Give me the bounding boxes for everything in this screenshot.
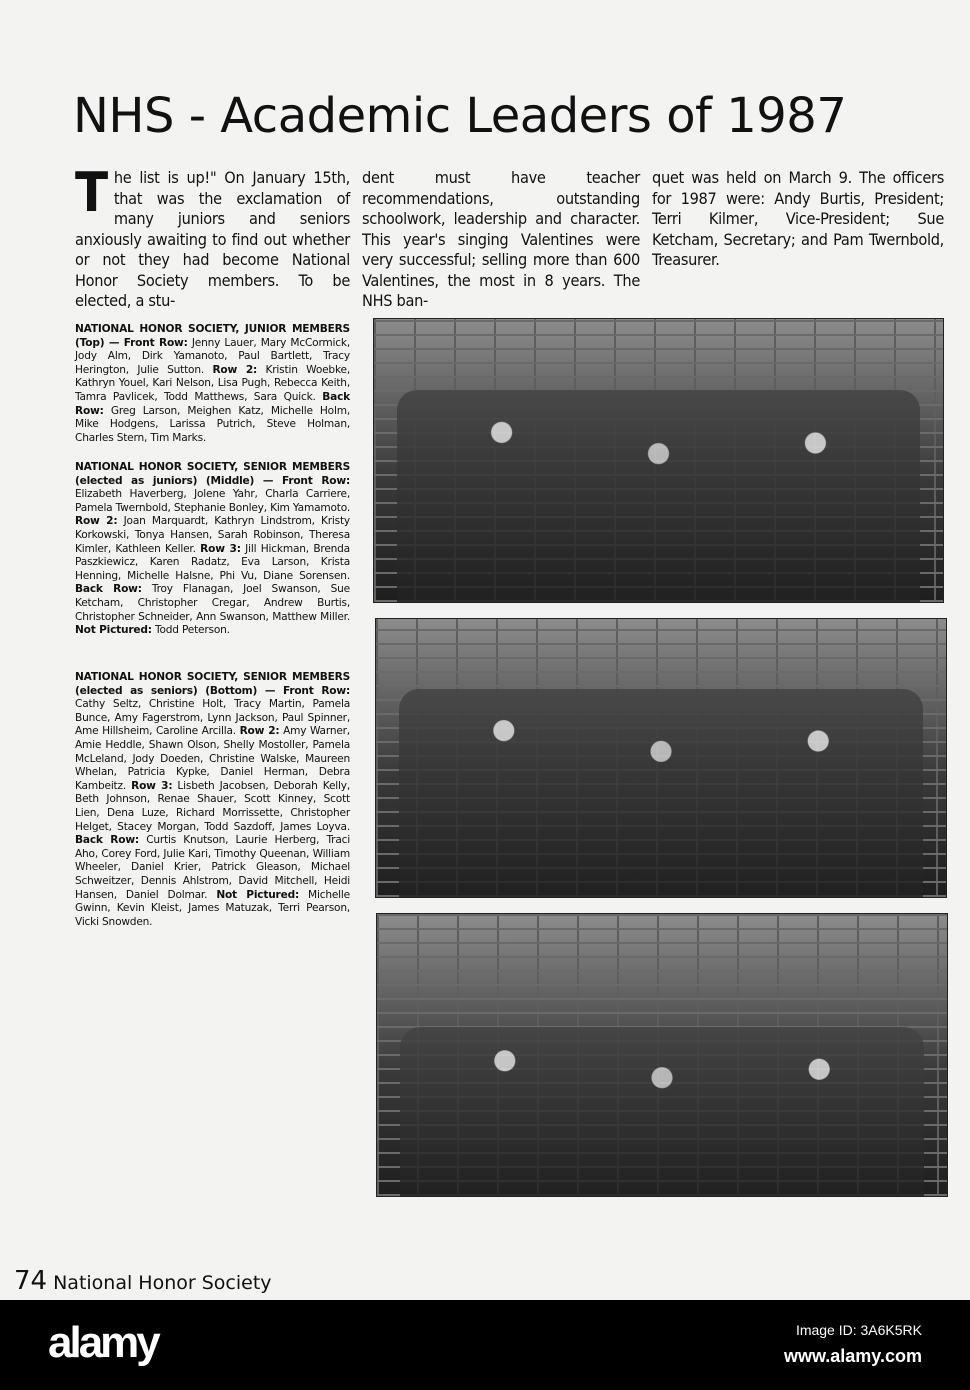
article-text: he list is up!" On January 15th, that was the exclamation of many juniors and seniors anxiously awaiting to find out whether or not they had become National Honor Society members. To be elected, a stu- xyxy=(75,168,350,310)
photo-seniors-elected-as-juniors xyxy=(375,618,947,898)
caption-text: Troy Flanagan, Joel Swanson, Sue Ketcham, Christopher Cregar, Andrew Burtis, Christopher Schneider, Ann Swanson, Matthew Miller. xyxy=(75,583,350,623)
caption-text: Cathy Seltz, Christine Holt, Tracy Martin, Pamela Bunce, Amy Fagerstrom, Lynn Jackson, Paul Spinner, Ame Hillsheim, Caroline Arcilla. xyxy=(75,698,350,738)
caption-text: Kristin Woebke, Kathryn Youel, Kari Nelson, Lisa Pugh, Rebecca Keith, Tamra Pavlicek, Todd Matthews, Sara Quick. xyxy=(75,363,350,403)
row-label: Not Pictured: xyxy=(216,888,299,901)
caption-text: Amy Warner, Amie Heddle, Shawn Olson, Shelly Mostoller, Pamela McLeland, Jody Doeden, Christine Walske, Maureen Whelan, Patricia Kypke, Daniel Herman, Debra Kambeitz. xyxy=(75,725,350,792)
caption-heading: NATIONAL HONOR SOCIETY, SENIOR MEMBERS (elected as seniors) (Bottom) — Front Row: xyxy=(75,671,350,697)
photo-seniors-elected-as-seniors xyxy=(376,913,948,1197)
alamy-logo: alamy xyxy=(48,1318,158,1367)
row-label: Row 3: xyxy=(200,542,241,555)
watermark-url: www.alamy.com xyxy=(783,1346,922,1366)
row-label: Row 2: xyxy=(212,363,258,376)
row-label: Back Row: xyxy=(75,834,139,847)
article-column-3: quet was held on March 9. The officers for 1987 were: Andy Burtis, President; Terri Kilmer, Vice-President; Sue Ketcham, Secretary; and Pam Twernbold, Treasurer. xyxy=(652,168,944,269)
group-of-students xyxy=(400,1027,924,1196)
page-folio xyxy=(14,1266,272,1296)
caption-text: Elizabeth Haverberg, Jolene Yahr, Charla Carriere, Pamela Twernbold, Stephanie Bonley, Kim Yamamoto. xyxy=(75,488,350,514)
caption-seniors-elected-as-seniors xyxy=(75,671,350,929)
section-name: National Honor Society xyxy=(53,1272,272,1294)
caption-heading: NATIONAL HONOR SOCIETY, JUNIOR MEMBERS (Top) — Front Row: xyxy=(75,323,350,349)
drop-cap: T xyxy=(75,161,108,224)
caption-text: Todd Peterson. xyxy=(151,624,230,637)
row-label: Not Pictured: xyxy=(75,624,152,637)
caption-text: Lisbeth Jacobsen, Deborah Kelly, Beth Johnson, Renae Shauer, Scott Kinney, Scott Lien, Dena Luze, Richard Morrissette, Christopher Helget, Stacey Morgan, Todd Sazdoff, James Loyva. xyxy=(75,779,350,833)
row-label: Row 2: xyxy=(239,725,280,738)
image-id: Image ID: 3A6K5RK xyxy=(795,1322,922,1338)
group-of-students xyxy=(399,689,923,898)
watermark-bar xyxy=(0,1300,970,1390)
page-number: 74 xyxy=(14,1266,48,1296)
caption-text: Curtis Knutson, Laurie Herberg, Traci Aho, Corey Ford, Julie Kari, Timothy Queenan, William Wheeler, Daniel Krier, Patrick Gleason, Michael Schweitzer, Dennis Ahlstrom, David Mitchell, Heidi Hansen, Daniel Dolmar. xyxy=(75,834,350,901)
photo-junior-members xyxy=(373,318,944,603)
row-label: Back Row: xyxy=(75,583,142,596)
caption-seniors-elected-as-juniors xyxy=(75,461,350,638)
caption-text: Michelle Gwinn, Kevin Kleist, James Matuzak, Terri Pearson, Vicki Snowden. xyxy=(75,888,350,928)
row-label: Back Row: xyxy=(75,390,350,417)
caption-heading: NATIONAL HONOR SOCIETY, SENIOR MEMBERS (elected as juniors) (Middle) — Front Row: xyxy=(75,461,350,487)
caption-junior-members xyxy=(75,323,350,445)
row-label: Row 2: xyxy=(75,515,118,528)
article-column-2: dent must have teacher recommendations, outstanding schoolwork, leadership and character. This year's singing Valentines were very successful; selling more than 600 Valentines, the most in 8 years. The NHS ban- xyxy=(362,168,640,310)
row-label: Row 3: xyxy=(131,779,173,792)
caption-text: Jill Hickman, Brenda Paszkiewicz, Karen Radatz, Eva Larson, Krista Henning, Michelle Halsne, Phi Vu, Diane Sorensen. xyxy=(75,542,350,582)
caption-text: Greg Larson, Meighen Katz, Michelle Holm, Mike Hodgens, Larissa Putrich, Steve Holman, Charles Stern, Tim Marks. xyxy=(75,404,350,444)
group-of-students xyxy=(397,390,921,602)
caption-text: Joan Marquardt, Kathryn Lindstrom, Kristy Korkowski, Tonya Hansen, Sarah Robinson, Theresa Kimler, Kathleen Keller. xyxy=(75,515,350,555)
caption-text: Jenny Lauer, Mary McCormick, Jody Alm, Dirk Yamanoto, Paul Bartlett, Tracy Herington, Julie Sutton. xyxy=(75,336,350,376)
article-column-1 xyxy=(75,161,350,312)
page-title: NHS - Academic Leaders of 1987 xyxy=(73,88,847,144)
